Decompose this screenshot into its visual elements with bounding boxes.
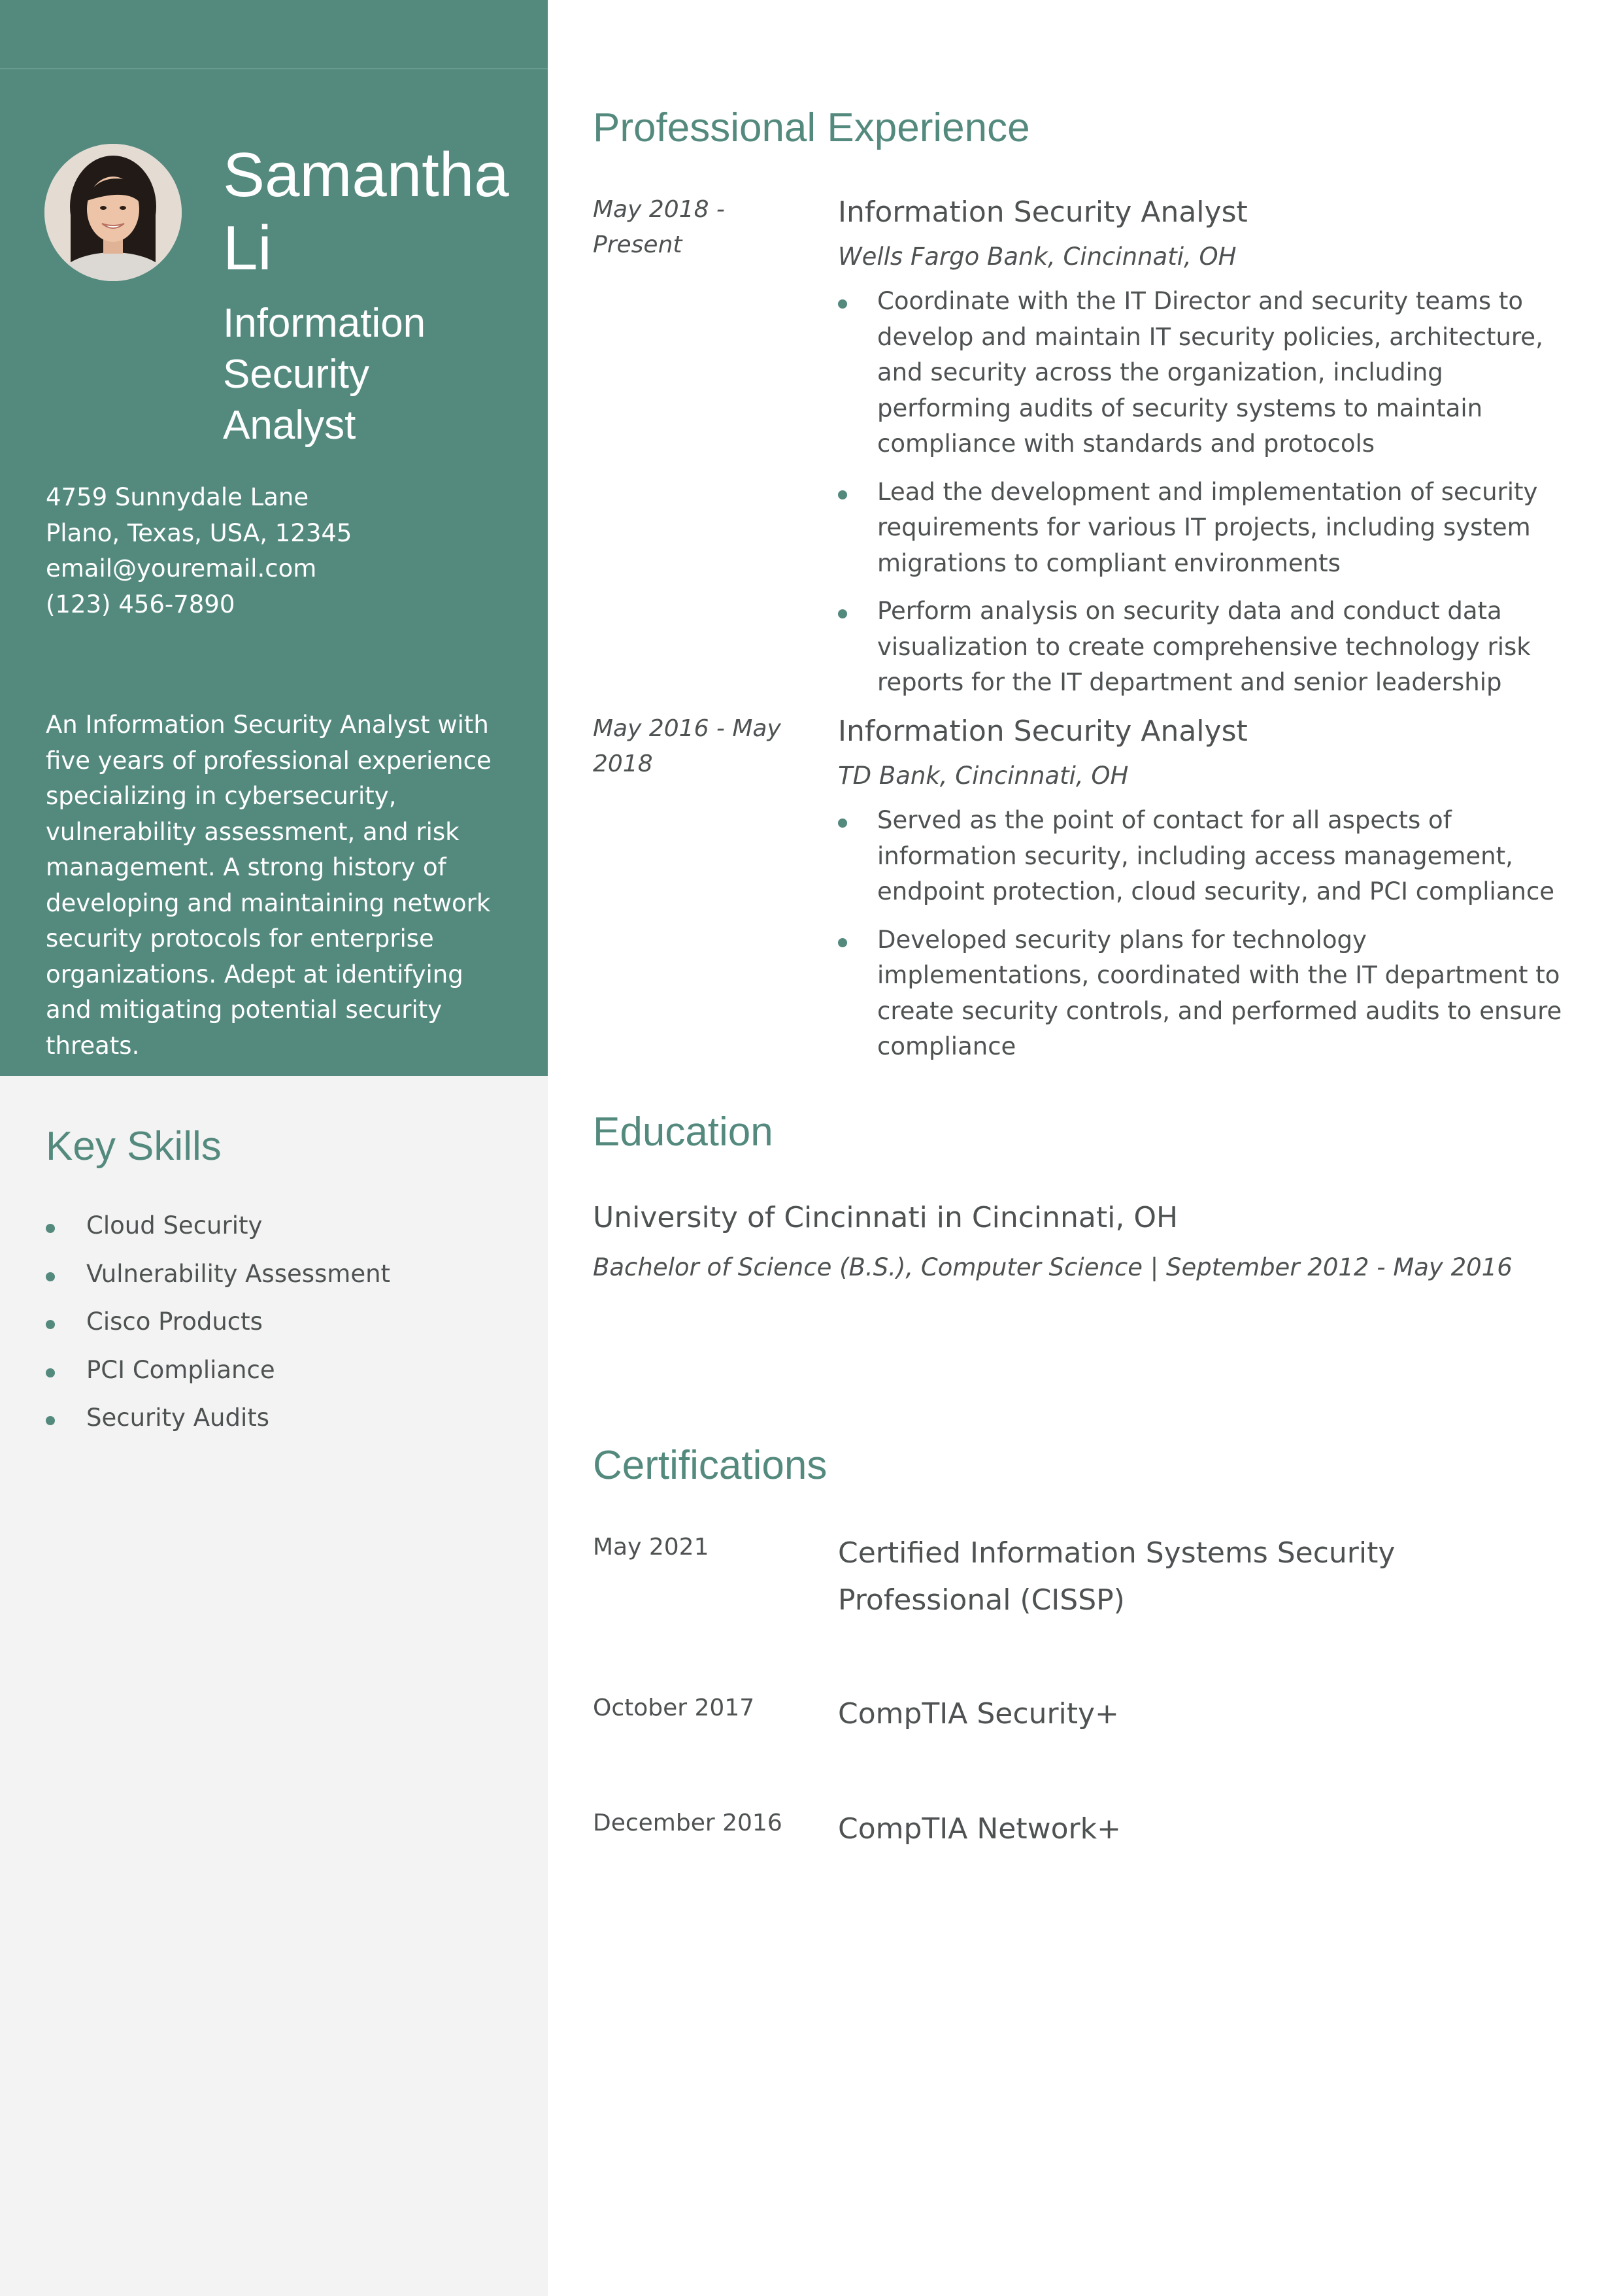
bullet-icon	[838, 938, 847, 947]
certifications-heading: Certifications	[593, 1443, 828, 1488]
job-title-line: Analyst	[223, 403, 356, 448]
certification-content	[838, 1806, 1564, 1853]
certification-name: CompTIA Network+	[838, 1812, 1121, 1846]
portrait-photo	[44, 144, 182, 281]
bullet-icon	[838, 490, 847, 499]
sidebar-header-panel	[0, 0, 548, 1076]
skill-label: PCI Compliance	[86, 1355, 275, 1384]
bullet-icon	[838, 819, 847, 828]
job-content	[838, 711, 1564, 1077]
address-line-1: 4759 Sunnydale Lane	[46, 483, 309, 511]
job-title-line: Information	[223, 301, 426, 346]
bullet-icon	[838, 609, 847, 618]
job-company: Wells Fargo Bank, Cincinnati, OH	[838, 243, 1237, 271]
job-bullet-text: Coordinate with the IT Director and security teams to develop and maintain IT security policies, architecture, and security across the organization, including performing audits of security systems to maintain compliance with standards and protocols	[877, 287, 1543, 458]
job-bullets	[838, 284, 1564, 701]
certification-name: CompTIA Security+	[838, 1697, 1119, 1730]
certification-date: October 2017	[593, 1695, 755, 1721]
job-bullet	[838, 284, 1564, 462]
job-role: Information Security Analyst	[838, 195, 1248, 229]
skill-item	[46, 1208, 390, 1257]
skill-item	[46, 1257, 390, 1305]
job-bullet-text: Lead the development and implementation of security requirements for various IT projects, including system migrations to compliant environments	[877, 477, 1538, 577]
experience-heading: Professional Experience	[593, 105, 1030, 150]
skill-label: Vulnerability Assessment	[86, 1259, 391, 1288]
skill-item	[46, 1353, 390, 1401]
certification-date: December 2016	[593, 1810, 782, 1836]
skill-label: Cisco Products	[86, 1308, 263, 1336]
certification-date: May 2021	[593, 1534, 709, 1561]
avatar	[44, 144, 182, 281]
job-content	[838, 192, 1564, 713]
skill-label: Cloud Security	[86, 1211, 263, 1240]
bullet-icon	[838, 299, 847, 309]
education-heading: Education	[593, 1109, 773, 1155]
skill-item	[46, 1400, 390, 1449]
job-bullet	[838, 803, 1564, 910]
job-dates: May 2016 - May 2018	[593, 715, 781, 777]
skill-item	[46, 1304, 390, 1353]
job-role: Information Security Analyst	[838, 715, 1248, 748]
job-bullet	[838, 922, 1564, 1065]
job-title	[223, 298, 530, 451]
skills-heading: Key Skills	[46, 1124, 222, 1169]
skill-label: Security Audits	[86, 1404, 270, 1432]
bullet-icon	[46, 1272, 55, 1281]
job-bullet-text: Served as the point of contact for all aspects of information security, including access management, endpoint protection, cloud security, and PCI compliance	[877, 806, 1555, 905]
education-degree: Bachelor of Science (B.S.), Computer Science | September 2012 - May 2016	[593, 1253, 1513, 1281]
address-line-2: Plano, Texas, USA, 12345	[46, 518, 352, 547]
job-bullet-text: Developed security plans for technology implementations, coordinated with the IT department to create security controls, and performed audits to ensure compliance	[877, 925, 1562, 1060]
certification-name: Certified Information Systems Security Professional (CISSP)	[838, 1536, 1396, 1617]
certification-content	[838, 1530, 1564, 1624]
job-company: TD Bank, Cincinnati, OH	[838, 762, 1129, 790]
bullet-icon	[46, 1224, 55, 1233]
phone-number: (123) 456-7890	[46, 590, 235, 618]
job-bullet-text: Perform analysis on security data and conduct data visualization to create comprehensive technology risk reports for the IT department and senior leadership	[877, 597, 1531, 696]
certification-content	[838, 1691, 1564, 1738]
email-link[interactable]: email@youremail.com	[46, 554, 317, 582]
job-bullet	[838, 594, 1564, 701]
bullet-icon	[46, 1416, 55, 1425]
bullet-icon	[46, 1320, 55, 1329]
name-block	[223, 139, 530, 451]
name-first: Samantha	[223, 140, 509, 210]
contact-info	[46, 480, 529, 622]
job-bullets	[838, 803, 1564, 1065]
divider	[0, 68, 548, 69]
job-title-line: Security	[223, 352, 369, 397]
sidebar	[0, 0, 548, 2296]
name-last: Li	[223, 213, 272, 283]
skills-list	[46, 1208, 390, 1449]
job-dates: May 2018 - Present	[593, 196, 725, 258]
profile-summary: An Information Security Analyst with five years of professional experience specializing in cybersecurity, vulnerability assessment, and risk management. A strong history of developing and maintaining network security protocols for enterprise organizations. Adept at identifying and mitigating potential security threats.	[46, 711, 492, 1060]
education-school: University of Cincinnati in Cincinnati, OH	[593, 1201, 1179, 1234]
bullet-icon	[46, 1368, 55, 1377]
job-bullet	[838, 475, 1564, 582]
